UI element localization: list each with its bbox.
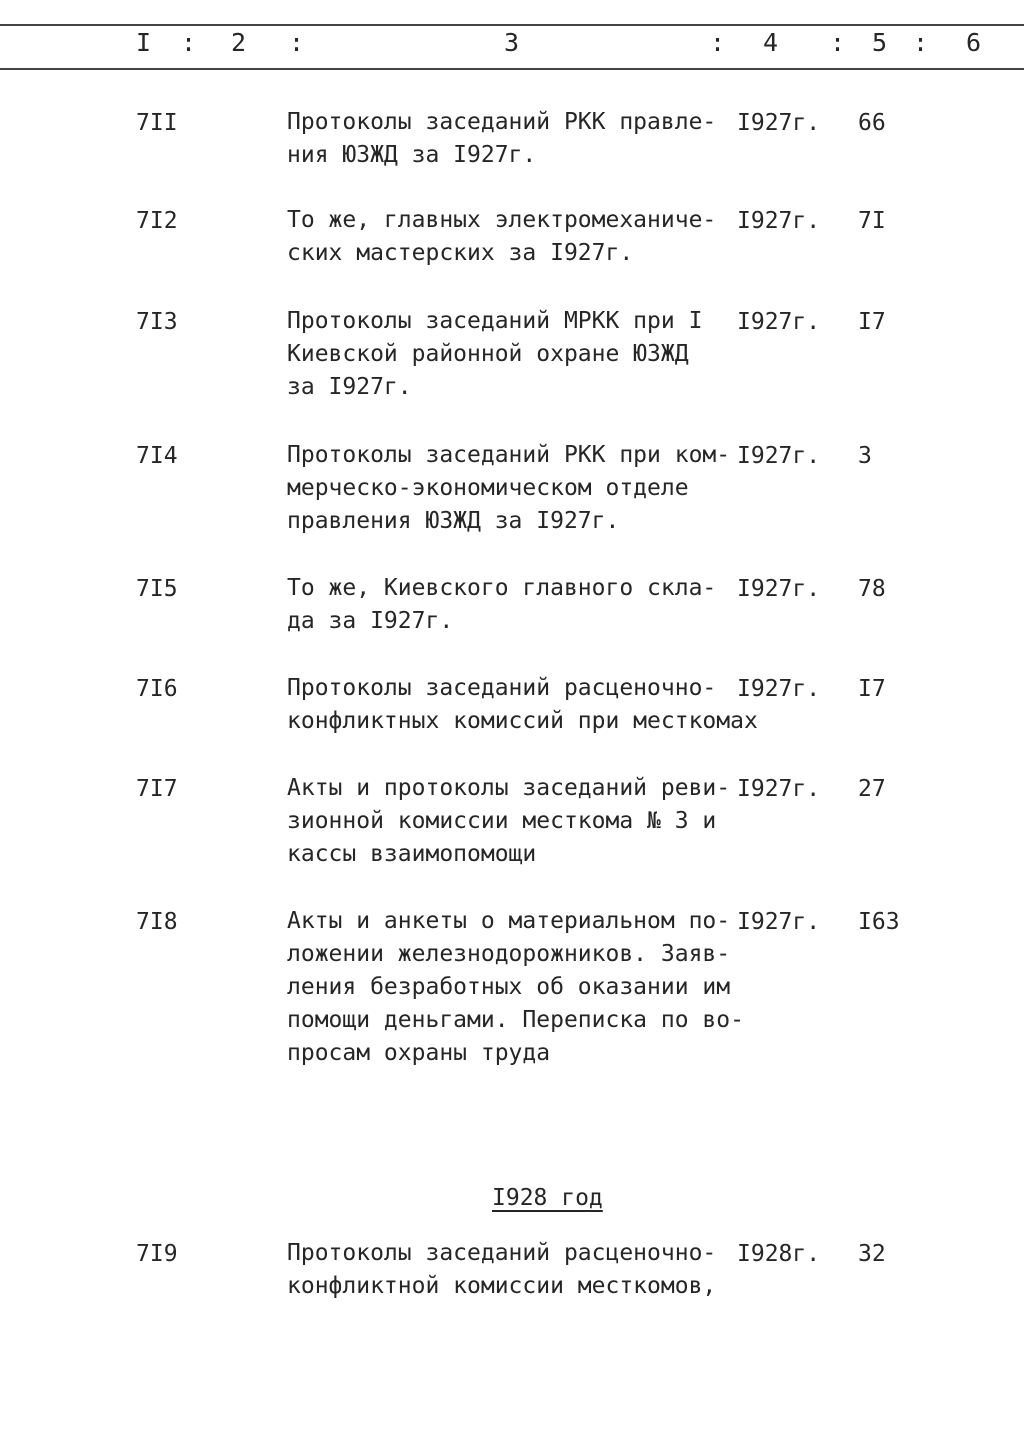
record-description [287, 106, 716, 172]
record-number: 7I4 [136, 443, 178, 469]
record-description [287, 772, 730, 871]
description-line: То же, Киевского главного скла- [287, 575, 717, 601]
description-line: Протоколы заседаний расценочно- [287, 675, 717, 701]
record-year: I927г. [737, 443, 821, 469]
record-year: I928г. [737, 1241, 821, 1267]
record-year: I927г. [737, 776, 821, 802]
header-sep: : [289, 28, 305, 57]
record-description [287, 672, 758, 738]
description-line: да за I927г. [287, 608, 454, 634]
record-description [287, 439, 730, 538]
record-description [287, 1237, 716, 1303]
record-description [287, 905, 744, 1070]
record-number: 7I2 [136, 208, 178, 234]
description-line: кассы взаимопомощи [287, 841, 537, 867]
description-line: Акты и анкеты о материальном по- [287, 908, 731, 934]
record-description [287, 305, 702, 404]
description-line: То же, главных электромеханиче- [287, 207, 717, 233]
record-sheet-count: 7I [858, 208, 886, 234]
header-col-4: 4 [763, 28, 779, 57]
record-number: 7I9 [136, 1241, 178, 1267]
description-line: конфликтных комиссий при месткомах [287, 708, 758, 734]
header-col-2: 2 [231, 28, 247, 57]
description-line: Протоколы заседаний расценочно- [287, 1240, 717, 1266]
header-sep: : [830, 28, 846, 57]
record-sheet-count: I7 [858, 676, 886, 702]
header-top-rule [0, 24, 1024, 26]
record-number: 7I6 [136, 676, 178, 702]
header-col-1: I [136, 28, 152, 57]
record-sheet-count: 66 [858, 110, 886, 136]
record-description [287, 572, 716, 638]
record-number: 7I8 [136, 909, 178, 935]
record-year: I927г. [737, 110, 821, 136]
description-line: Протоколы заседаний МРКК при I [287, 308, 703, 334]
description-line: правления ЮЗЖД за I927г. [287, 508, 620, 534]
record-sheet-count: 27 [858, 776, 886, 802]
description-line: Протоколы заседаний РКК при ком- [287, 442, 731, 468]
record-description [287, 204, 716, 270]
header-bottom-rule [0, 68, 1024, 70]
record-year: I927г. [737, 676, 821, 702]
description-line: мерческо-экономическом отделе [287, 475, 689, 501]
header-col-3: 3 [504, 28, 520, 57]
record-sheet-count: I7 [858, 309, 886, 335]
description-line: Акты и протоколы заседаний реви- [287, 775, 731, 801]
description-line: просам охраны труда [287, 1040, 551, 1066]
header-sep: : [181, 28, 197, 57]
header-col-5: 5 [872, 28, 888, 57]
record-sheet-count: 78 [858, 576, 886, 602]
record-number: 7I5 [136, 576, 178, 602]
header-sep: : [710, 28, 726, 57]
description-line: ления безработных об оказании им [287, 974, 731, 1000]
description-line: помощи деньгами. Переписка по во- [287, 1007, 744, 1033]
header-col-6: 6 [966, 28, 982, 57]
description-line: Протоколы заседаний РКК правле- [287, 109, 717, 135]
section-heading-1928: I928 год [492, 1185, 603, 1211]
description-line: ложении железнодорожников. Заяв- [287, 941, 731, 967]
description-line: зионной комиссии месткома № 3 и [287, 808, 717, 834]
record-year: I927г. [737, 576, 821, 602]
description-line: ских мастерских за I927г. [287, 240, 634, 266]
record-sheet-count: 3 [858, 443, 872, 469]
record-year: I927г. [737, 309, 821, 335]
record-number: 7I7 [136, 776, 178, 802]
record-year: I927г. [737, 208, 821, 234]
header-sep: : [913, 28, 929, 57]
record-number: 7I3 [136, 309, 178, 335]
record-sheet-count: 32 [858, 1241, 886, 1267]
record-sheet-count: I63 [858, 909, 900, 935]
description-line: ния ЮЗЖД за I927г. [287, 142, 537, 168]
description-line: за I927г. [287, 374, 412, 400]
description-line: Киевской районной охране ЮЗЖД [287, 341, 689, 367]
record-number: 7II [136, 110, 178, 136]
description-line: конфликтной комиссии месткомов, [287, 1273, 717, 1299]
record-year: I927г. [737, 909, 821, 935]
